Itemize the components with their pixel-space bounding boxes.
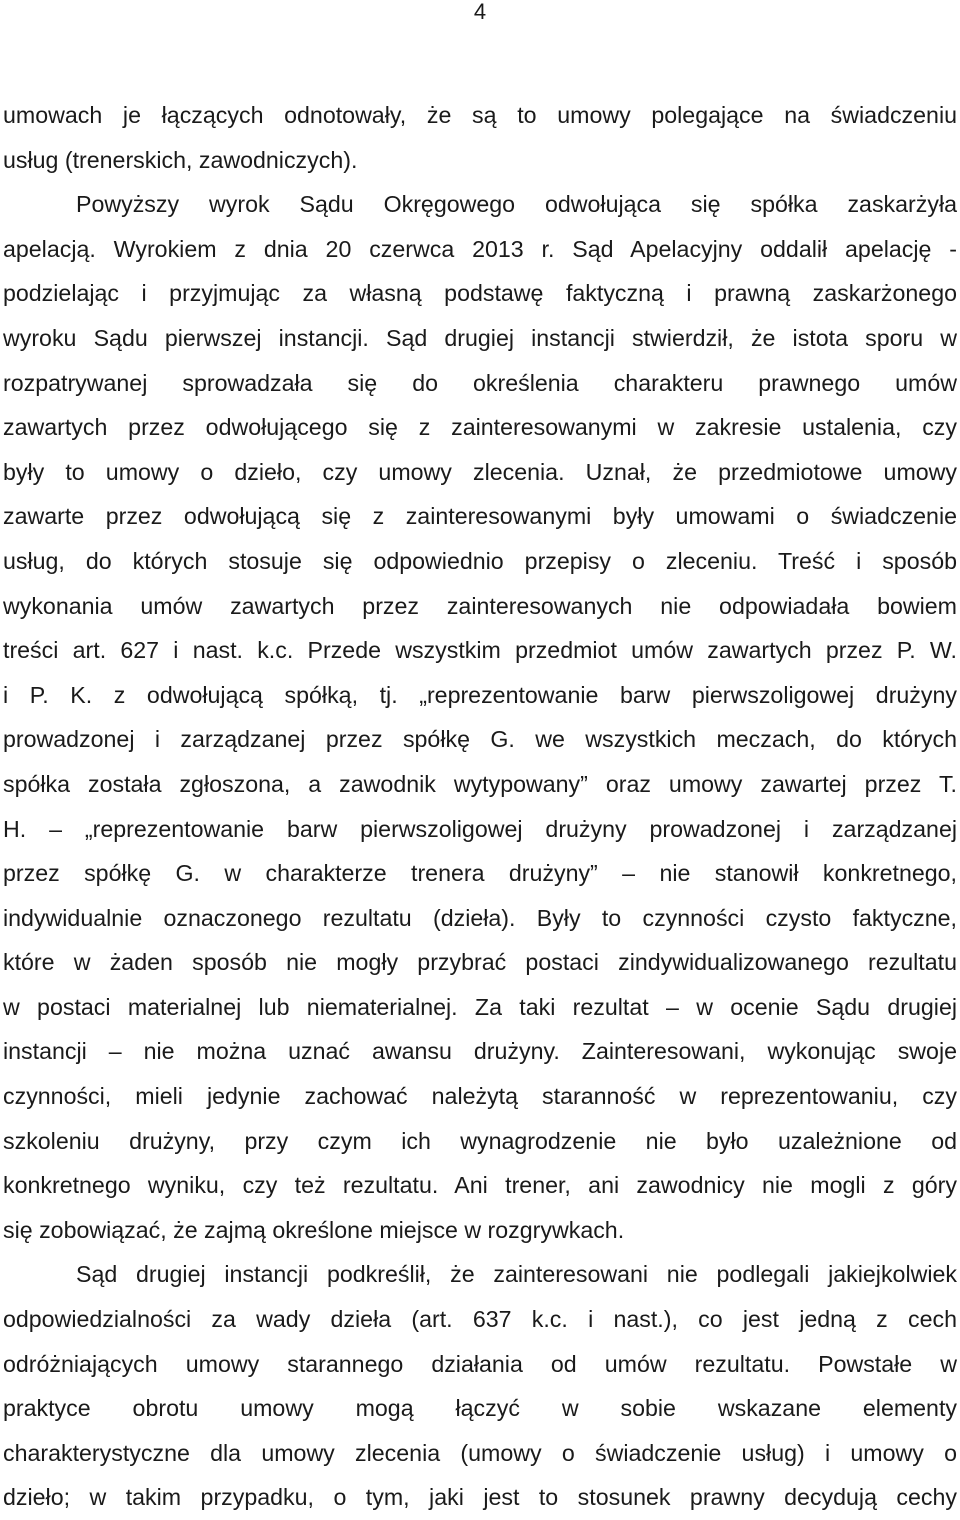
text-line: rozpatrywanej sprowadzała się do określenia charakteru prawnego umów [3, 369, 957, 396]
text-line: odpowiedzialności za wady dzieła (art. 637 k.c. i nast.), co jest jedną z cech [3, 1306, 957, 1333]
text-line: zawarte przez odwołującą się z zainteresowanymi były umowami o świadczenie [3, 503, 957, 530]
text-line: podzielając i przyjmując za własną podstawę faktyczną i prawną zaskarżonego [3, 280, 957, 307]
text-line: się zobowiązać, że zajmą określone miejsce w rozgrywkach. [3, 1216, 625, 1243]
text-line: treści art. 627 i nast. k.c. Przede wszystkim przedmiot umów zawartych przez P. W. [3, 637, 957, 664]
text-line: wyroku Sądu pierwszej instancji. Sąd drugiej instancji stwierdził, że istota sporu w [3, 324, 957, 351]
text-line: Powyższy wyrok Sądu Okręgowego odwołująca się spółka zaskarżyła [76, 191, 957, 218]
text-line: konkretnego wyniku, czy też rezultatu. Ani trener, ani zawodnicy nie mogli z góry [3, 1172, 957, 1199]
text-line: spółka została zgłoszona, a zawodnik wytypowany” oraz umowy zawartej przez T. [3, 770, 957, 797]
document-body [3, 93, 957, 1520]
text-line: prowadzonej i zarządzanej przez spółkę G. we wszystkich meczach, do których [3, 726, 957, 753]
text-line: instancji – nie można uznać awansu drużyny. Zainteresowani, wykonując swoje [3, 1038, 957, 1065]
text-line: apelacją. Wyrokiem z dnia 20 czerwca 2013 r. Sąd Apelacyjny oddalił apelację - [3, 235, 957, 262]
text-line: szkoleniu drużyny, przy czym ich wynagrodzenie nie było uzależnione od [3, 1127, 957, 1154]
text-line: były to umowy o dzieło, czy umowy zlecenia. Uznał, że przedmiotowe umowy [3, 458, 957, 485]
text-line: usług, do których stosuje się odpowiednio przepisy o zleceniu. Treść i sposób [3, 547, 957, 574]
text-line: dzieło; w takim przypadku, o tym, jaki jest to stosunek prawny decydują cechy [3, 1484, 957, 1511]
text-line: i P. K. z odwołującą spółką, tj. „reprezentowanie barw pierwszoligowej drużyny [3, 681, 957, 708]
page-number: 4 [473, 0, 487, 24]
text-line: Sąd drugiej instancji podkreślił, że zainteresowani nie podlegali jakiejkolwiek [76, 1261, 957, 1288]
text-line: zawartych przez odwołującego się z zainteresowanymi w zakresie ustalenia, czy [3, 414, 957, 441]
text-line: przez spółkę G. w charakterze trenera drużyny” – nie stanowił konkretnego, [3, 860, 957, 887]
text-line: charakterystyczne dla umowy zlecenia (umowy o świadczenie usług) i umowy o [3, 1439, 957, 1466]
text-line: indywidualnie oznaczonego rezultatu (dzieła). Były to czynności czysto faktyczne, [3, 904, 957, 931]
text-line: H. – „reprezentowanie barw pierwszoligowej drużyny prowadzonej i zarządzanej [3, 815, 957, 842]
text-line: które w żaden sposób nie mogły przybrać postaci zindywidualizowanego rezultatu [3, 949, 957, 976]
text-line: w postaci materialnej lub niematerialnej. Za taki rezultat – w ocenie Sądu drugiej [3, 993, 957, 1020]
text-line: wykonania umów zawartych przez zainteresowanych nie odpowiadała bowiem [3, 592, 957, 619]
text-line: praktyce obrotu umowy mogą łączyć w sobie wskazane elementy [3, 1395, 957, 1422]
text-line: usług (trenerskich, zawodniczych). [3, 146, 358, 173]
text-line: umowach je łączących odnotowały, że są to umowy polegające na świadczeniu [3, 102, 957, 128]
text-line: odróżniających umowy starannego działania od umów rezultatu. Powstałe w [3, 1350, 957, 1377]
text-line: czynności, mieli jedynie zachować należytą staranność w reprezentowaniu, czy [3, 1083, 957, 1110]
